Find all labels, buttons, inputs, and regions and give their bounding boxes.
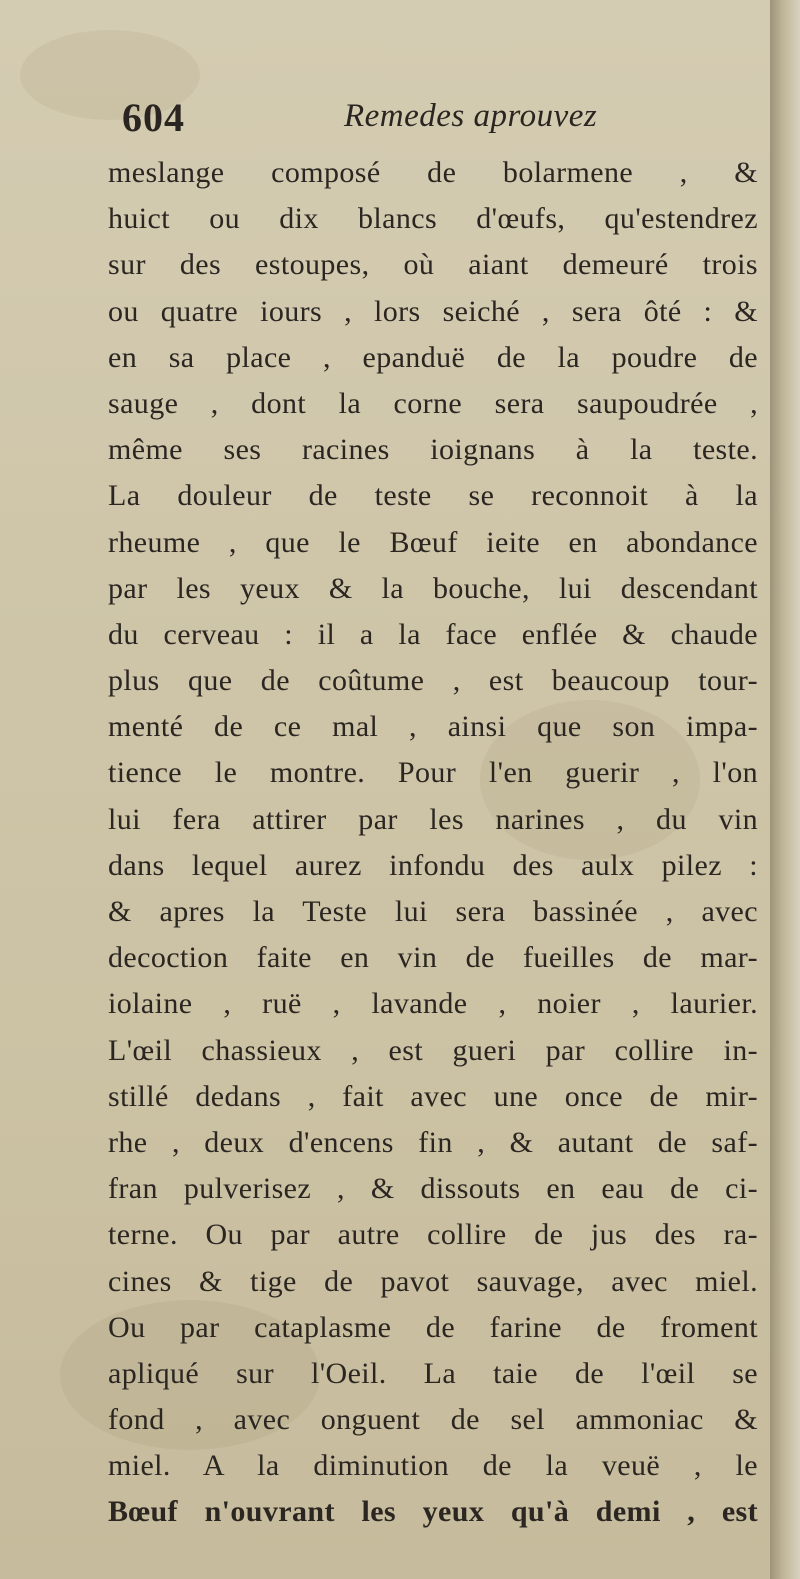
text-line: stillé dedans , fait avec une once de mir-: [108, 1079, 758, 1113]
page-number: 604: [122, 95, 185, 140]
text-line: Ou par cataplasme de farine de froment: [108, 1310, 758, 1344]
text-line: du cerveau : il a la face enflée & chaude: [108, 617, 758, 651]
text-line: même ses racines ioignans à la teste.: [108, 433, 758, 467]
text-line: sur des estoupes, où aiant demeuré trois: [108, 248, 758, 282]
text-line: dans lequel aurez infondu des aulx pilez :: [108, 848, 758, 882]
text-line: rhe , deux d'encens fin , & autant de saf-: [108, 1125, 758, 1159]
text-line: ou quatre iours , lors seiché , sera ôté : &: [108, 294, 758, 328]
text-line: cines & tige de pavot sauvage, avec miel.: [108, 1264, 758, 1298]
text-line: fran pulverisez , & dissouts en eau de ci-: [108, 1172, 758, 1206]
text-line: rheume , que le Bœuf ieite en abondance: [108, 525, 758, 559]
text-line: L'œil chassieux , est gueri par collire in-: [108, 1033, 758, 1067]
text-line: decoction faite en vin de fueilles de mar-: [108, 941, 758, 975]
text-line: meslange composé de bolarmene , &: [108, 156, 758, 189]
text-line: terne. Ou par autre collire de jus des ra-: [108, 1218, 758, 1252]
running-head: Remedes aprouvez: [344, 98, 598, 134]
text-line: en sa place , epanduë de la poudre de: [108, 340, 758, 374]
text-line: sauge , dont la corne sera saupoudrée ,: [108, 386, 758, 420]
text-line: par les yeux & la bouche, lui descendant: [108, 571, 758, 605]
text-line: fond , avec onguent de sel ammoniac &: [108, 1403, 758, 1437]
page-header: [118, 92, 758, 152]
text-line: miel. A la diminution de la veuë , le: [108, 1449, 758, 1483]
text-line: apliqué sur l'Oeil. La taie de l'œil se: [108, 1356, 758, 1390]
text-line: iolaine , ruë , lavande , noier , laurier.: [108, 987, 758, 1021]
text-line: tience le montre. Pour l'en guerir , l'on: [108, 756, 758, 790]
text-line: & apres la Teste lui sera bassinée , avec: [108, 895, 758, 928]
text-line: huict ou dix blancs d'œufs, qu'estendrez: [108, 202, 758, 236]
body-text: [108, 150, 758, 1536]
text-line: La douleur de teste se reconnoit à la: [108, 479, 758, 513]
text-line: plus que de coûtume , est beaucoup tour-: [108, 664, 758, 698]
text-line: Bœuf n'ouvrant les yeux qu'à demi , est: [108, 1495, 758, 1529]
text-line: menté de ce mal , ainsi que son impa-: [108, 710, 758, 744]
page-edge: [770, 0, 800, 1579]
text-line: lui fera attirer par les narines , du vin: [108, 802, 758, 836]
